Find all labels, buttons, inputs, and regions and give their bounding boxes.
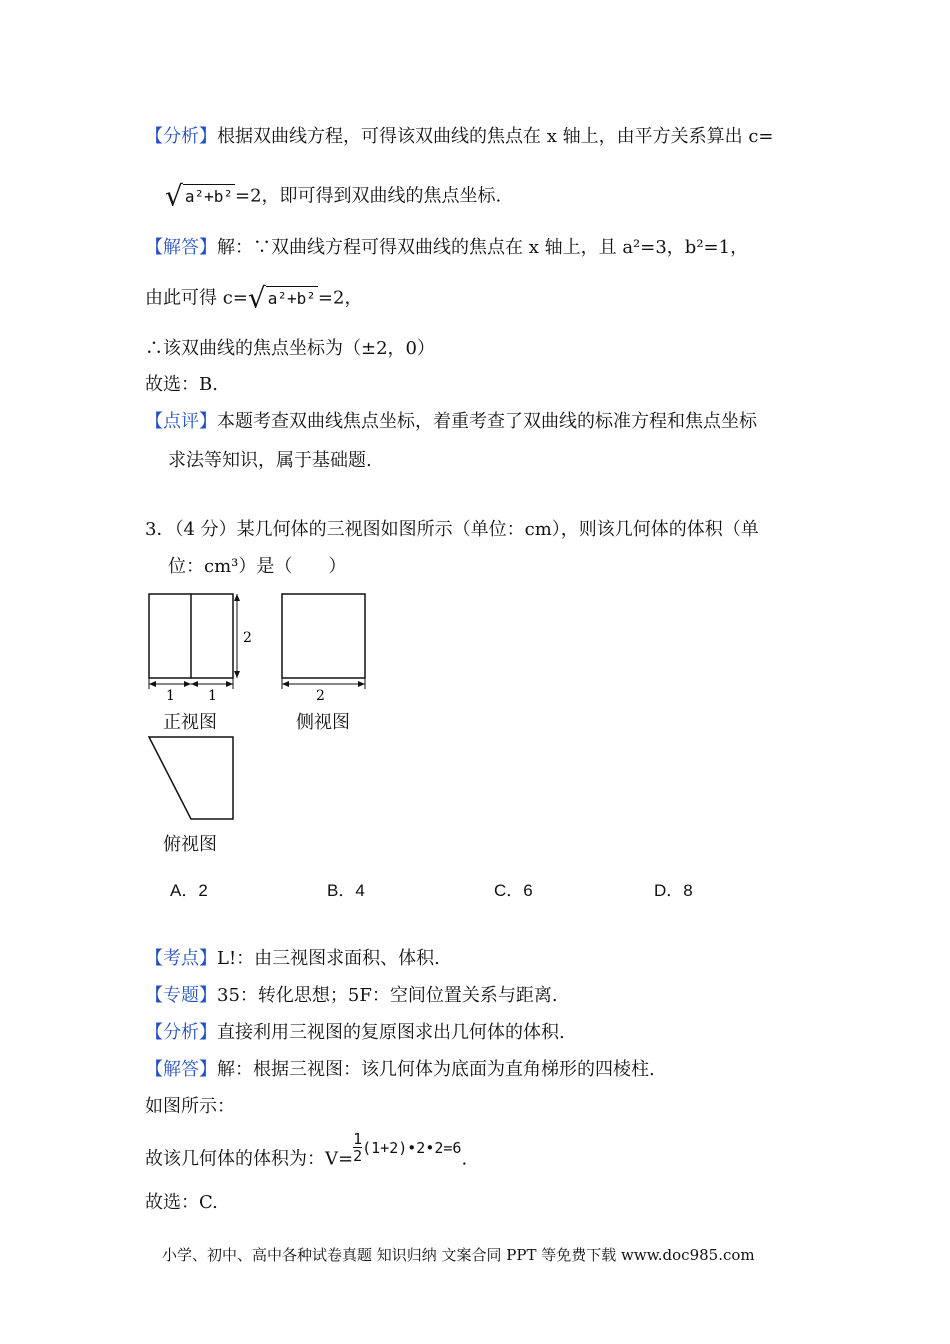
comment-text: 本题考查双曲线焦点坐标，着重考查了双曲线的标准方程和焦点坐标 <box>217 411 757 432</box>
analysis-line-2 <box>165 179 502 213</box>
analysis-2-tag: 【分析】 <box>145 1022 217 1043</box>
option-a: A．2 <box>170 881 208 900</box>
solution-tag: 【解答】 <box>145 237 217 258</box>
dim-2-height: 2 <box>243 630 252 646</box>
choice-2-line: 故选：C. <box>145 1192 218 1213</box>
dim-1-right: 1 <box>208 688 217 704</box>
knowledge-point-line <box>145 947 440 971</box>
front-view-label: 正视图 <box>163 712 217 733</box>
analysis-2-text: 直接利用三视图的复原图求出几何体的体积. <box>217 1022 565 1043</box>
topic-text: 35：转化思想；5F：空间位置关系与距离. <box>217 985 558 1006</box>
option-c: C．6 <box>494 881 533 900</box>
topic-line <box>145 984 558 1008</box>
analysis-tag: 【分析】 <box>145 126 217 147</box>
dim-2-width: 2 <box>316 688 325 704</box>
topic-tag: 【专题】 <box>145 985 217 1006</box>
sqrt-expression: √ a²+b² <box>165 179 234 213</box>
side-view-label: 侧视图 <box>296 712 350 733</box>
analysis-2-line <box>145 1021 565 1045</box>
comment-tag: 【点评】 <box>145 411 217 432</box>
analysis-text-2: =2，即可得到双曲线的焦点坐标. <box>235 185 502 207</box>
question-3-stem-2: 位：cm³）是（ ） <box>168 556 347 577</box>
as-shown-line: 如图所示： <box>145 1096 235 1117</box>
solution-line-2-post: =2， <box>317 287 363 309</box>
comment-line-2: 求法等知识，属于基础题. <box>168 450 372 471</box>
solution-2-text: 解：根据三视图：该几何体为底面为直角梯形的四棱柱. <box>217 1059 655 1080</box>
solution-text: 解：∵双曲线方程可得双曲线的焦点在 x 轴上，且 a²=3，b²=1， <box>217 237 749 258</box>
analysis-line-1 <box>145 125 773 149</box>
top-view-trapezoid <box>149 737 233 819</box>
solution-line-2-pre: 由此可得 c= <box>145 287 248 309</box>
solution-line-2 <box>145 281 363 315</box>
choice-line: 故选：B. <box>145 374 218 395</box>
volume-post: . <box>461 1148 468 1170</box>
knowledge-point-text: L!：由三视图求面积、体积. <box>217 948 440 969</box>
top-view-label: 俯视图 <box>163 834 217 855</box>
volume-pre: 故该几何体的体积为：V= <box>145 1148 354 1170</box>
solution-line-1 <box>145 236 748 260</box>
knowledge-point-tag: 【考点】 <box>145 948 217 969</box>
volume-expression: (1+2)•2•2=6 <box>362 1138 462 1157</box>
fraction-half: $\frac{1}{2}$ <box>353 1130 363 1165</box>
three-view-figure <box>140 585 390 825</box>
solution-line-3: ∴该双曲线的焦点坐标为（±2，0） <box>145 338 435 359</box>
sqrt-expression-2: √ a²+b² <box>247 281 316 315</box>
side-view-rect <box>282 594 365 678</box>
footer-text: 小学、初中、高中各种试卷真题 知识归纳 文案合同 PPT 等免费下载 www.doc985.com <box>162 1246 755 1264</box>
analysis-text: 根据双曲线方程，可得该双曲线的焦点在 x 轴上，由平方关系算出 c= <box>217 126 774 147</box>
solution-2-tag: 【解答】 <box>145 1059 217 1080</box>
option-b: B．4 <box>327 881 365 900</box>
volume-line <box>145 1130 468 1176</box>
question-3-stem: 3．（4 分）某几何体的三视图如图所示（单位：cm），则该几何体的体积（单 <box>145 519 759 540</box>
comment-line-1 <box>145 410 757 434</box>
dim-1-left: 1 <box>166 688 175 704</box>
solution-2-line <box>145 1058 655 1082</box>
option-d: D．8 <box>654 881 693 900</box>
